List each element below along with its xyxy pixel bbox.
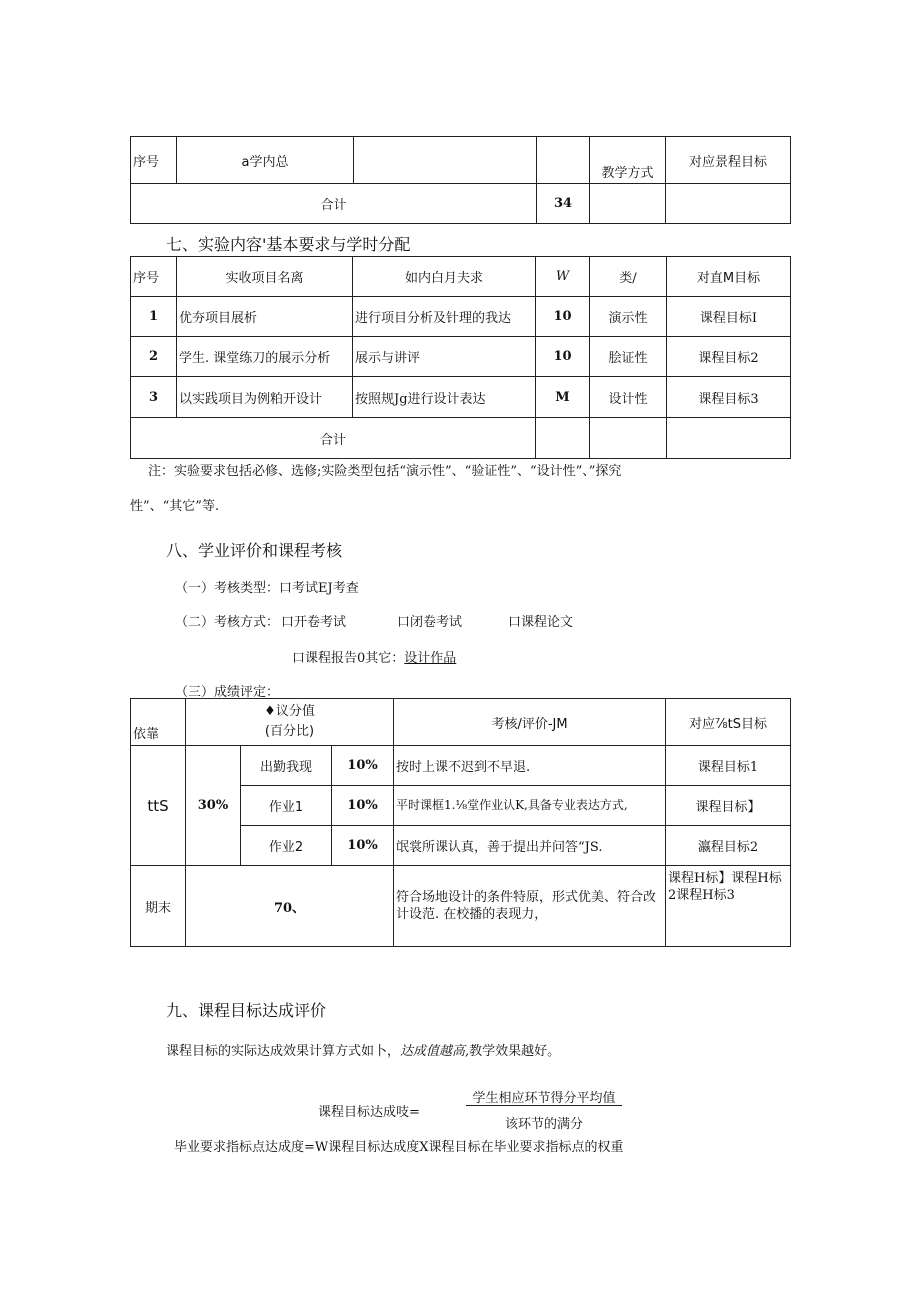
total-empty-2 <box>666 184 791 224</box>
method-closed-book: 口闭卷考试 <box>397 615 463 630</box>
grade-criteria: 氓裳所课认真，善于提出并问答“JS. <box>394 826 666 866</box>
row-goal: 课程目标2 <box>667 337 791 377</box>
method-open-book: 口开卷考试 <box>281 615 347 630</box>
formula-numerator: 学生相应环节得分平均值 <box>472 1091 616 1106</box>
table-row <box>131 337 791 377</box>
lab-header-name: 实收项目名离 <box>177 257 353 297</box>
grade-header-criteria: 考核/评价-JM <box>394 699 666 746</box>
grade-header-score-l2: (百分比) <box>264 724 315 739</box>
header-empty-1 <box>354 137 537 184</box>
row-no: 2 <box>131 337 177 377</box>
lab-total-empty-3 <box>667 418 791 459</box>
formula-graduation: 毕业要求指标点达成度=W课程目标达成度X课程目标在毕业要求指标点的权重 <box>174 1140 624 1155</box>
row-hours: 10 <box>536 297 590 337</box>
total-hours: 34 <box>537 184 590 224</box>
section7-title: 七、实验内容'基本要求与学时分配 <box>166 235 411 254</box>
method-line2 <box>292 647 456 666</box>
grade-item: 出勤我现 <box>241 746 332 786</box>
grade-header-goal: 对应⅞tS目标 <box>666 699 791 746</box>
table-row <box>131 377 791 418</box>
intro-c: 教学效果越好。 <box>469 1044 561 1059</box>
formula-label: 课程目标达成吱= <box>318 1105 420 1120</box>
header-empty-2 <box>537 137 590 184</box>
intro-a: 课程目标的实际达成效果计算方式如卜， <box>166 1044 401 1059</box>
formula-denominator: 该环节的满分 <box>504 1117 583 1132</box>
intro-b: 达成值越高, <box>400 1044 470 1059</box>
lab-table <box>130 256 791 459</box>
grade-criteria: 平时课框1.⅛堂作业认K,具备专业表达方式, <box>394 786 666 826</box>
row-hours: 10 <box>536 337 590 377</box>
row-no: 3 <box>131 377 177 418</box>
lab-header-hours: W <box>536 257 590 297</box>
grading-table <box>130 698 791 947</box>
lab-total-label: 合计 <box>131 418 536 459</box>
lab-total-empty-1 <box>536 418 590 459</box>
grade-header-score <box>186 699 394 746</box>
assessment-type: （一）考核类型：口考试EJ考查 <box>175 581 359 596</box>
lab-note-line2: 性”、“其它”等. <box>130 499 220 514</box>
lab-header-type: 类/ <box>590 257 667 297</box>
row-no: 1 <box>131 297 177 337</box>
grade-final-name: 期末 <box>131 866 186 947</box>
row-name: 以实践项目为例粕开设计 <box>177 377 353 418</box>
header-seq: 序号 <box>131 137 177 184</box>
grade-goal: 课程目标1 <box>666 746 791 786</box>
section8-title: 八、学业评价和课程考核 <box>166 541 343 560</box>
row-name: 优夯项目展析 <box>177 297 353 337</box>
grade-pct: 10% <box>332 746 394 786</box>
grade-item: 作业2 <box>241 826 332 866</box>
row-req: 进行项目分析及针理的我达 <box>353 297 536 337</box>
row-goal: 课程目标I <box>667 297 791 337</box>
row-req: 按照规Jg进行设计表达 <box>353 377 536 418</box>
grade-label: （三）成绩评定： <box>175 685 280 700</box>
lab-total-empty-2 <box>590 418 667 459</box>
table-row <box>131 297 791 337</box>
section9-intro <box>166 1040 560 1059</box>
method-report-other: 口课程报告0其它： <box>292 651 405 666</box>
grade-item: 作业1 <box>241 786 332 826</box>
table-row <box>131 866 791 947</box>
course-content-table-tail <box>130 136 791 224</box>
total-label: 合计 <box>131 184 537 224</box>
grade-group-name: ttS <box>131 746 186 866</box>
grade-pct: 10% <box>332 826 394 866</box>
fraction-bar <box>466 1105 622 1106</box>
row-type: 脍证性 <box>590 337 667 377</box>
row-hours: M <box>536 377 590 418</box>
grade-pct: 10% <box>332 786 394 826</box>
row-goal: 课程目标3 <box>667 377 791 418</box>
total-empty-1 <box>590 184 666 224</box>
method-paper: 口课程论文 <box>508 615 574 630</box>
grade-final-pct: 70、 <box>186 866 394 947</box>
lab-note-line1: 注：实验要求包括必修、选修;实险类型包括“演示性”、“验证性”、“设计性”、”探究 <box>148 464 622 479</box>
section9-title: 九、课程目标达成评价 <box>166 1001 327 1020</box>
header-goal: 对应景程目标 <box>666 137 791 184</box>
row-type: 演示性 <box>590 297 667 337</box>
grade-header-basis: 依靠 <box>131 699 186 746</box>
lab-header-req: 如内白月夫求 <box>353 257 536 297</box>
method-other-value: 设计作品 <box>404 651 457 666</box>
row-type: 设计性 <box>590 377 667 418</box>
lab-header-seq: 序号 <box>131 257 177 297</box>
grade-goal: 课程目标】 <box>666 786 791 826</box>
row-req: 展示与讲评 <box>353 337 536 377</box>
lab-header-goal: 对直M目标 <box>667 257 791 297</box>
assessment-method-label: （二）考核方式： <box>175 615 280 630</box>
grade-goal: 瀛程目标2 <box>666 826 791 866</box>
header-content: a学内总 <box>177 137 354 184</box>
row-name: 学生. 课堂练刀的展示分析 <box>177 337 353 377</box>
grade-criteria: 按时上课不迟到不早退. <box>394 746 666 786</box>
table-row <box>131 746 791 786</box>
header-method: 教学方式 <box>590 137 666 184</box>
grade-header-score-l1: ♦议分值 <box>264 704 315 719</box>
grade-group-pct: 30% <box>186 746 241 866</box>
grade-final-criteria: 符合场地设计的条件特原，形式优美、符合改计设范. 在校播的表现力， <box>394 866 666 947</box>
grade-final-goal: 课程H标】课程H标2课程H标3 <box>666 866 791 947</box>
